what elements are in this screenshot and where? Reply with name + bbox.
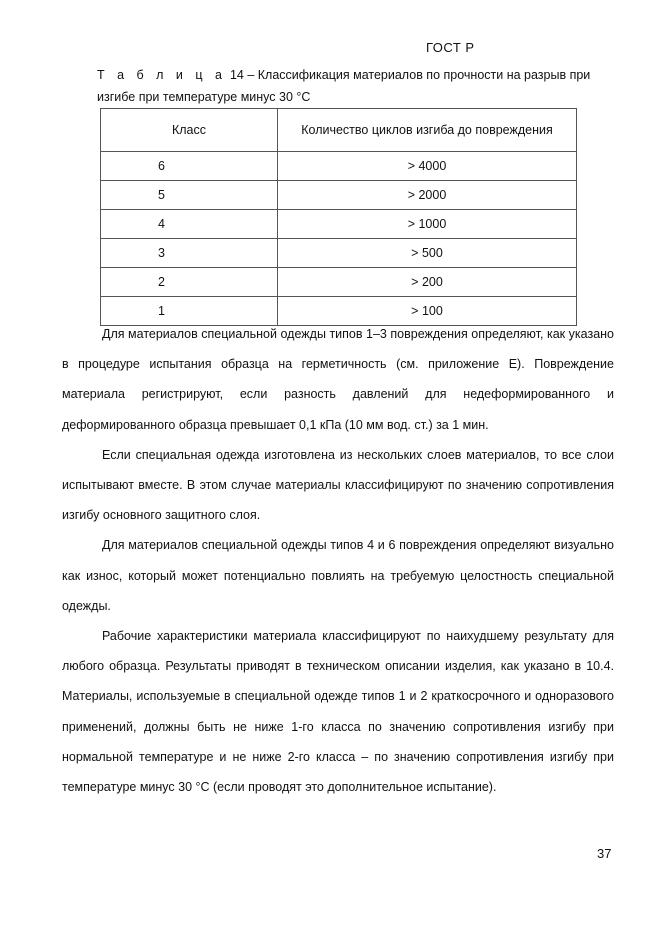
table-caption-text: 14 – Классификация материалов по прочности на разрыв при изгибе при температуре минус 30 °С <box>97 68 591 104</box>
table-row <box>101 210 577 239</box>
cell-class: 3 <box>101 239 278 268</box>
paragraph: Если специальная одежда изготовлена из нескольких слоев материалов, то все слои испытывают вместе. В этом случае материалы классифицируют по значению сопротивления изгибу основного защитного слоя. <box>62 447 614 523</box>
cell-cycles: > 2000 <box>278 181 577 210</box>
table-row <box>101 152 577 181</box>
cell-class: 4 <box>101 210 278 239</box>
paragraph: Для материалов специальной одежды типов 1–3 повреждения определяют, как указано в процедуре испытания образца на герметичность (см. приложение Е). Повреждение материала регистрируют, если разность давлений для недеформированного и деформированного образца превышает 0,1 кПа (10 мм вод. ст.) за 1 мин. <box>62 327 614 432</box>
paragraph: Для материалов специальной одежды типов 4 и 6 повреждения определяют визуально как износ, который может потенциально повлиять на требуемую целостность специальной одежды. <box>62 538 614 613</box>
header-cycles: Количество циклов изгиба до повреждения <box>278 109 577 152</box>
cell-cycles: > 4000 <box>278 152 577 181</box>
table-row <box>101 181 577 210</box>
cell-cycles: > 500 <box>278 239 577 268</box>
table-caption <box>97 64 597 108</box>
paragraph: Рабочие характеристики материала классифицируют по наихудшему результату для любого образца. Результаты приводят в техническом описании изделия, как указано в 10.4. Материалы, используемые в специальной одежде типов 1 и 2 краткосрочного и одноразового применений, должны быть не ниже 1-го класса по значению сопротивления изгибу при нормальной температуре и не ниже 2-го класса – по значению сопротивления изгибу при температуре минус 30 °С (если проводят это дополнительное испытание). <box>62 629 614 795</box>
cell-class: 5 <box>101 181 278 210</box>
table-caption-label: Т а б л и ц а <box>97 68 227 82</box>
cell-class: 6 <box>101 152 278 181</box>
page-number: 37 <box>597 846 612 861</box>
classification-table <box>100 108 577 326</box>
table-row <box>101 268 577 297</box>
cell-cycles: > 100 <box>278 297 577 326</box>
header-class: Класс <box>101 109 278 152</box>
cell-class: 1 <box>101 297 278 326</box>
cell-class: 2 <box>101 268 278 297</box>
cell-cycles: > 200 <box>278 268 577 297</box>
cell-cycles: > 1000 <box>278 210 577 239</box>
table-row <box>101 239 577 268</box>
document-code-header: ГОСТ Р <box>426 40 475 55</box>
body-text <box>62 319 614 802</box>
table-header-row <box>101 109 577 152</box>
